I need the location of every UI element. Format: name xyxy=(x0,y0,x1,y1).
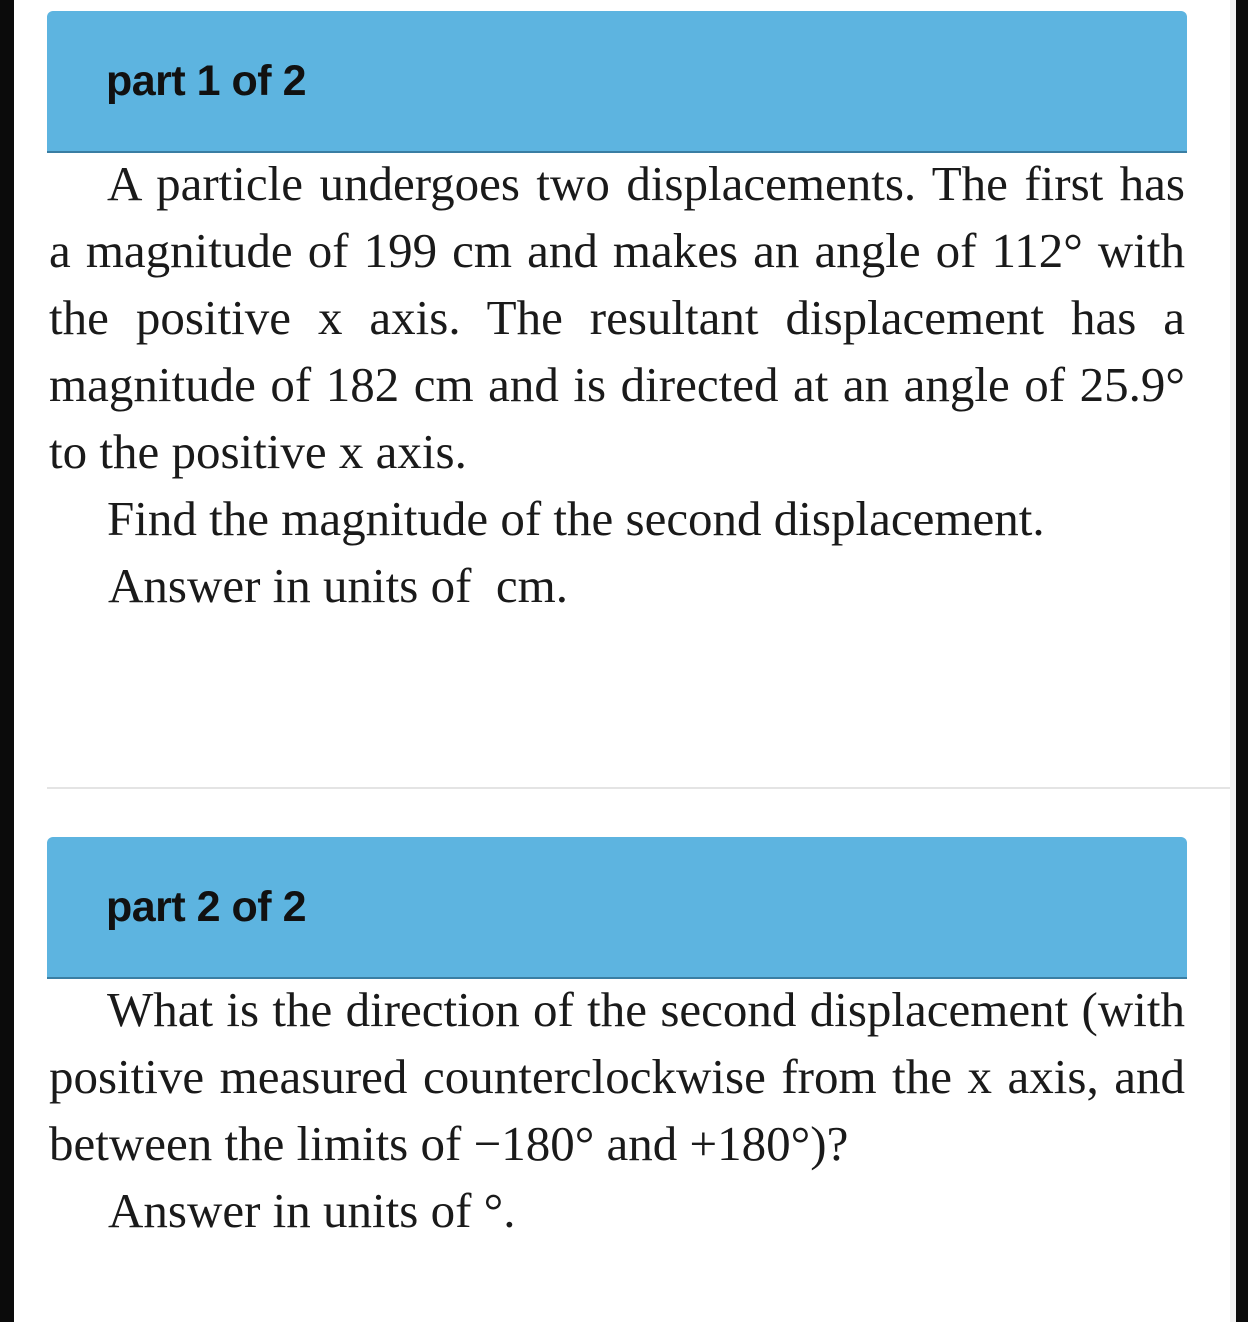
part-1-answer-prompt: Answer in units of cm. xyxy=(108,558,568,613)
part-2-header-label: part 2 of 2 xyxy=(106,883,306,931)
part-1-header-label: part 1 of 2 xyxy=(106,57,306,105)
part-1-instruction-paragraph: Find the magnitude of the second displacement. xyxy=(107,491,1045,546)
problem-sheet xyxy=(14,0,1236,1322)
part-2-header xyxy=(47,837,1187,977)
part-2-body xyxy=(49,976,1185,1244)
part-1-question-paragraph: A particle undergoes two displacements. The first has a magnitude of 199 cm and makes an angle of 112° with the positive x axis. The resultant displacement has a magnitude of 182 cm and is directed at an angle of 25.9° to the positive x axis. xyxy=(49,156,1185,479)
part-1-body xyxy=(49,150,1185,619)
part-2-question-paragraph: What is the direction of the second displacement (with positive measured counterclockwise from the x axis, and between the limits of −180° and +180°)? xyxy=(49,982,1185,1171)
part-1-header xyxy=(47,11,1187,151)
part-2-answer-prompt: Answer in units of °. xyxy=(108,1183,516,1238)
right-edge-rule xyxy=(1230,0,1236,1322)
section-divider xyxy=(47,787,1236,789)
